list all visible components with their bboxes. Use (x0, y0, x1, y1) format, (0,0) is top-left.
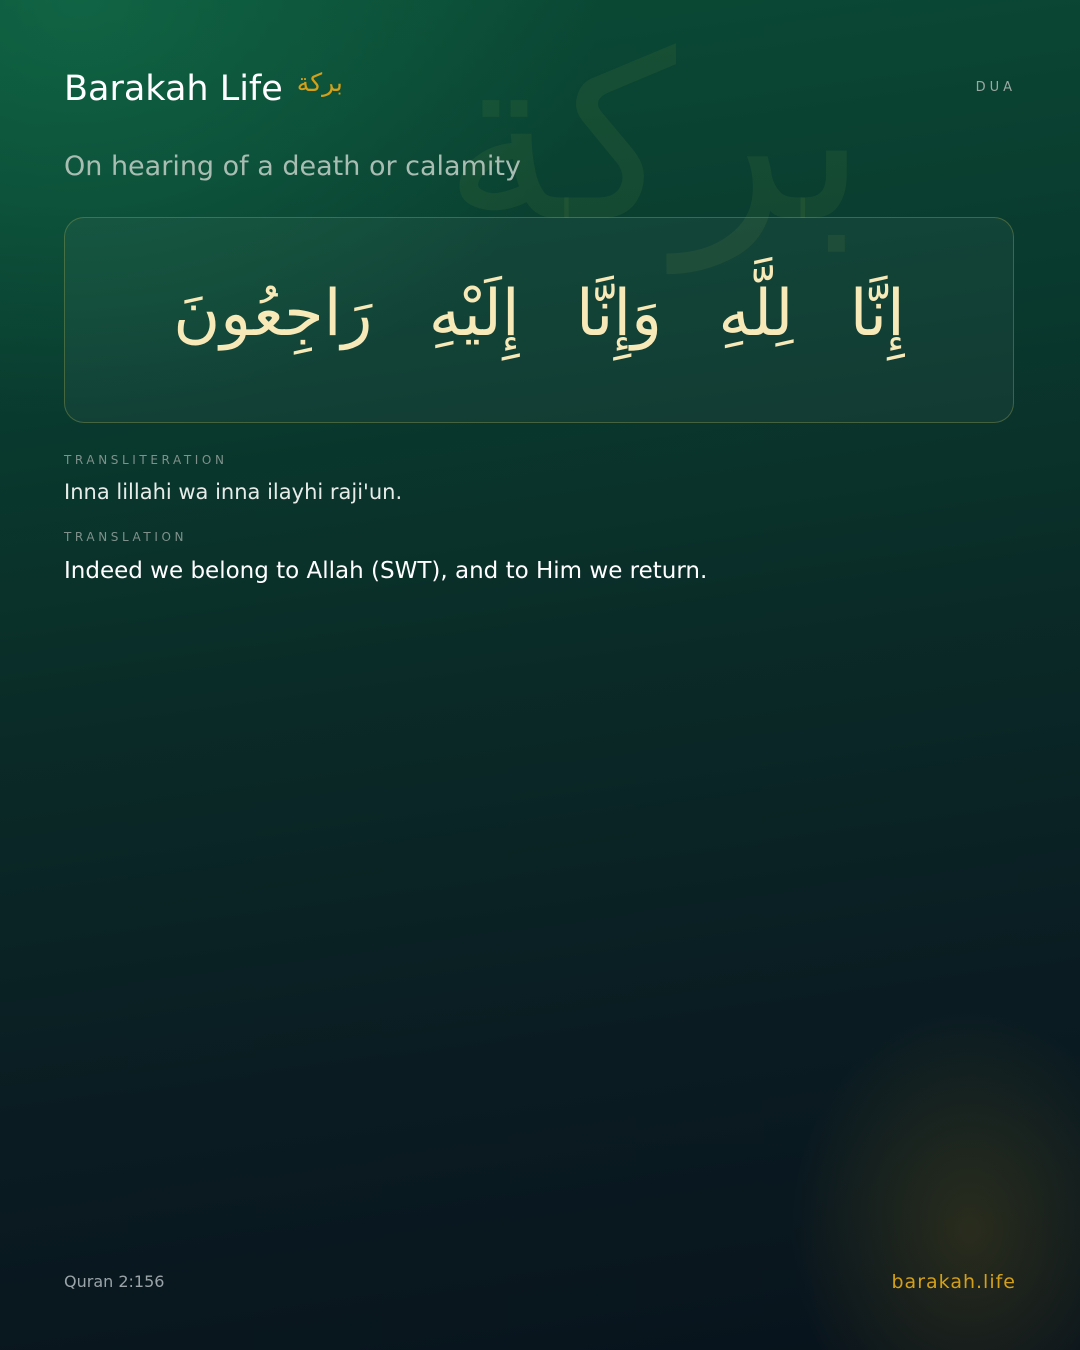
watermark-arabic-logo: بركة (443, 6, 867, 273)
arabic-dua-text: إِنَّا لِلَّهِ وَإِنَّا إِلَيْهِ رَاجِعُونَ (173, 277, 905, 351)
dua-subtitle: On hearing of a death or calamity (64, 151, 521, 182)
brand (64, 66, 343, 112)
arabic-card (64, 217, 1014, 423)
quran-reference: Quran 2:156 (64, 1272, 165, 1291)
header (64, 66, 1016, 114)
site-link[interactable]: barakah.life (891, 1271, 1016, 1293)
translation-text: Indeed we belong to Allah (SWT), and to Him we return. (64, 558, 708, 584)
translation-label: TRANSLATION (64, 530, 188, 544)
transliteration-text: Inna lillahi wa inna ilayhi raji'un. (64, 480, 403, 504)
transliteration-label: TRANSLITERATION (64, 453, 228, 467)
brand-name: Barakah Life (64, 69, 283, 109)
category-label: DUA (975, 80, 1016, 95)
brand-arabic: بركة (296, 68, 343, 97)
